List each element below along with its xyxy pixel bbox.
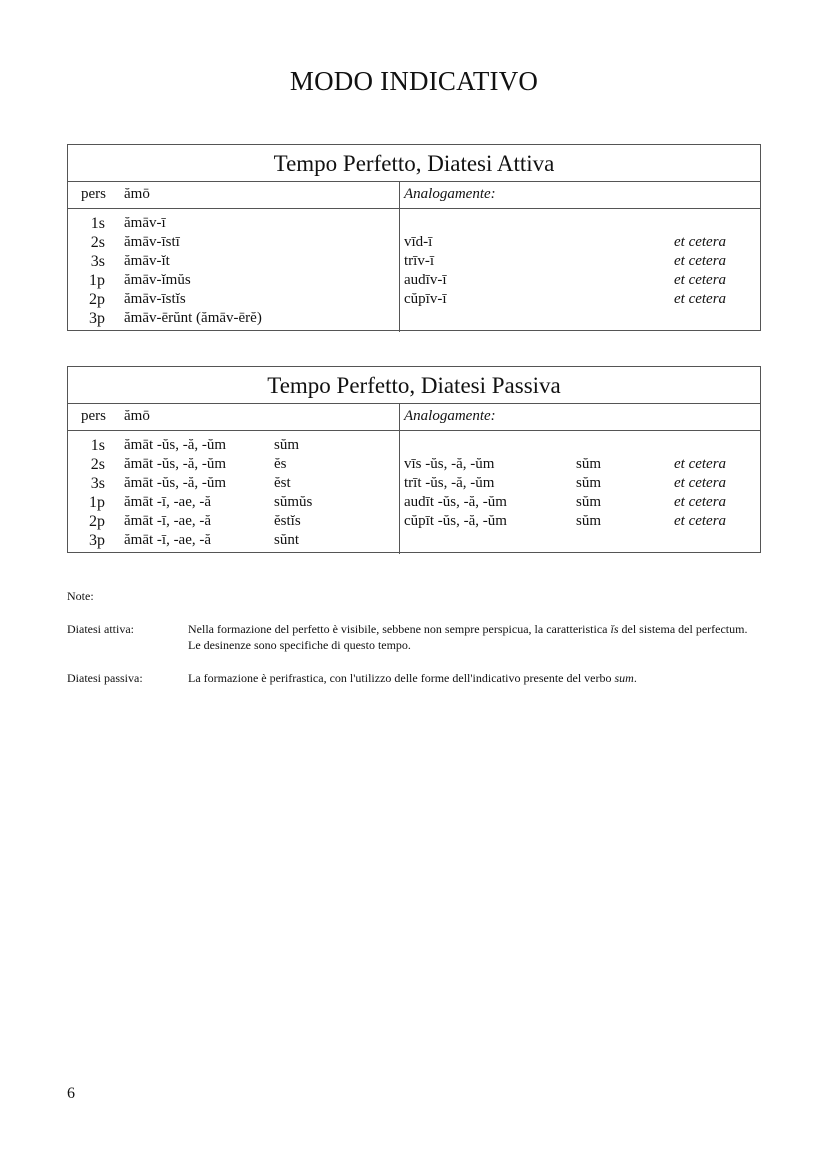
person-cell: 1s — [90, 215, 105, 232]
note-text-part: del sistema del perfectum. Le desinenze sono specifiche di questo tempo. — [188, 622, 748, 652]
form-cell: ămāv-ĭmŭs — [124, 272, 191, 288]
note-text — [188, 670, 763, 686]
header-lemma: ămō — [124, 186, 150, 202]
etc-cell: et cetera — [674, 513, 727, 529]
analog-auxiliary-cell: sŭm — [576, 456, 602, 472]
auxiliary-cell: sŭmŭs — [274, 494, 313, 510]
etc-cell: et cetera — [674, 456, 727, 472]
column-divider — [399, 182, 400, 208]
analog-cell: audīv-ī — [404, 272, 447, 288]
etc-cell: et cetera — [674, 234, 727, 250]
person-cell: 3s — [90, 475, 105, 492]
person-cell: 2s — [90, 234, 105, 251]
note-text-part: Nella formazione del perfetto è visibile, sebbene non sempre perspicua, la caratteristica — [188, 622, 611, 636]
table-row — [68, 233, 760, 252]
etc-cell: et cetera — [674, 494, 727, 510]
analog-cell: audīt -ŭs, -ă, -ŭm — [404, 494, 507, 510]
analog-auxiliary-cell: sŭm — [576, 494, 602, 510]
table-row — [68, 436, 760, 455]
note-text-part: La formazione è perifrastica, con l'utilizzo delle forme dell'indicativo presente del verbo — [188, 671, 615, 685]
analog-cell: cŭpīv-ī — [404, 291, 447, 307]
auxiliary-cell: ĕs — [274, 456, 287, 472]
header-lemma: ămō — [124, 408, 150, 424]
notes-label: Note: — [67, 589, 94, 603]
person-cell: 3s — [90, 253, 105, 270]
etc-cell: et cetera — [674, 272, 727, 288]
table-title: Tempo Perfetto, Diatesi Attiva — [68, 145, 760, 182]
etc-cell: et cetera — [674, 475, 727, 491]
table-body — [68, 431, 760, 554]
form-cell: ămāt -ŭs, -ă, -ŭm — [124, 437, 227, 453]
person-cell: 2p — [89, 513, 105, 530]
form-cell: ămāt -ŭs, -ă, -ŭm — [124, 475, 227, 491]
header-pers: pers — [81, 408, 106, 424]
analog-cell: cŭpīt -ŭs, -ă, -ŭm — [404, 513, 507, 529]
note-key: Diatesi passiva: — [67, 671, 143, 685]
active-conjugation-table — [67, 144, 761, 331]
header-analog: Analogamente: — [404, 186, 496, 202]
table-row — [68, 474, 760, 493]
table-row — [68, 531, 760, 550]
auxiliary-cell: ĕstĭs — [274, 513, 301, 529]
person-cell: 3p — [89, 532, 105, 549]
analog-cell: vīd-ī — [404, 234, 433, 250]
page-number: 6 — [67, 1085, 75, 1102]
etc-cell: et cetera — [674, 253, 727, 269]
table-body — [68, 209, 760, 332]
note-key: Diatesi attiva: — [67, 622, 134, 636]
form-cell: ămāt -ŭs, -ă, -ŭm — [124, 456, 227, 472]
passive-conjugation-table — [67, 366, 761, 553]
note-text-part: . — [633, 671, 637, 685]
table-title: Tempo Perfetto, Diatesi Passiva — [68, 367, 760, 404]
header-pers: pers — [81, 186, 106, 202]
form-cell: ămāv-īstī — [124, 234, 180, 250]
form-cell: ămāt -ī, -ae, -ă — [124, 532, 212, 548]
header-analog: Analogamente: — [404, 408, 496, 424]
form-cell: ămāt -ī, -ae, -ă — [124, 513, 212, 529]
form-cell: ămāt -ī, -ae, -ă — [124, 494, 212, 510]
analog-auxiliary-cell: sŭm — [576, 475, 602, 491]
form-cell: ămāv-ī — [124, 215, 166, 231]
table-row — [68, 493, 760, 512]
auxiliary-cell: sŭm — [274, 437, 300, 453]
analog-cell: trīv-ī — [404, 253, 434, 269]
table-row — [68, 309, 760, 328]
analog-cell: trīt -ŭs, -ă, -ŭm — [404, 475, 495, 491]
analog-auxiliary-cell: sŭm — [576, 513, 602, 529]
analog-cell: vīs -ŭs, -ă, -ŭm — [404, 456, 495, 472]
person-cell: 2p — [89, 291, 105, 308]
person-cell: 1p — [89, 494, 105, 511]
table-row — [68, 214, 760, 233]
form-cell: ămāv-ĭt — [124, 253, 170, 269]
form-cell: ămāv-īstĭs — [124, 291, 186, 307]
table-row — [68, 290, 760, 309]
table-row — [68, 252, 760, 271]
person-cell: 1p — [89, 272, 105, 289]
table-row — [68, 455, 760, 474]
note-text-emphasis: sum — [614, 671, 634, 685]
table-row — [68, 271, 760, 290]
auxiliary-cell: ĕst — [274, 475, 291, 491]
page-title: MODO INDICATIVO — [289, 66, 539, 96]
table-row — [68, 512, 760, 531]
auxiliary-cell: sŭnt — [274, 532, 300, 548]
person-cell: 1s — [90, 437, 105, 454]
table-header — [68, 182, 760, 209]
table-header — [68, 404, 760, 431]
column-divider — [399, 404, 400, 430]
etc-cell: et cetera — [674, 291, 727, 307]
note-text-emphasis: ĭs — [610, 622, 619, 636]
person-cell: 3p — [89, 310, 105, 327]
note-text — [188, 621, 763, 653]
form-cell: ămāv-ērŭnt (ămāv-ērĕ) — [124, 310, 262, 326]
person-cell: 2s — [90, 456, 105, 473]
